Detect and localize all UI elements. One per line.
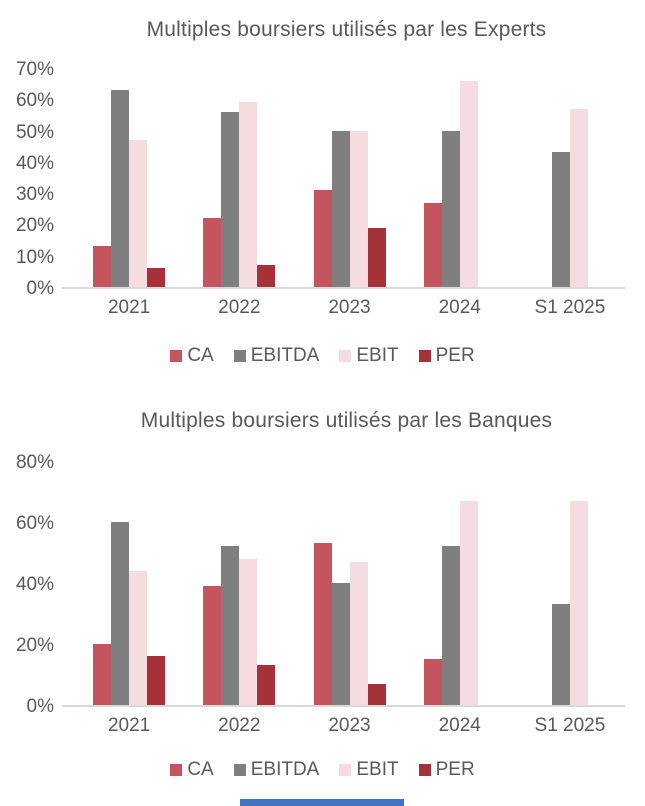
bar-group-2023 (294, 463, 404, 705)
x-tick-label-s1-2025: S1 2025 (534, 715, 606, 736)
bar-ebit-2021 (129, 140, 147, 287)
bar-ebitda-2022 (221, 546, 239, 705)
bar-ebit-2024 (460, 501, 478, 705)
bar-ca-2021 (93, 246, 111, 287)
bar-group-2022 (184, 463, 294, 705)
x-tick-label-2022: 2022 (218, 715, 261, 736)
bar-ca-2022 (203, 586, 221, 705)
legend-label: PER (435, 759, 475, 780)
legend-item-per (419, 759, 475, 781)
legend-swatch-icon (170, 350, 182, 362)
legend-item-per (419, 345, 475, 367)
legend-swatch-icon (234, 764, 246, 776)
bar-ebit-2023 (350, 131, 368, 287)
legend-swatch-icon (170, 764, 182, 776)
y-tick-label-10: 10% (15, 246, 54, 268)
bar-ebit-2022 (239, 102, 257, 287)
bar-per-2021 (147, 656, 165, 705)
legend-swatch-icon (339, 350, 351, 362)
bottom-blue-bar (240, 799, 404, 806)
x-tick-label-2024: 2024 (438, 715, 481, 736)
experts-x-axis (62, 297, 625, 319)
legend-label: CA (187, 759, 214, 780)
banques-legend (0, 759, 645, 781)
banques-chart-title: Multiples boursiers utilisés par les Banques (140, 409, 553, 432)
y-tick-label-80: 80% (15, 452, 54, 473)
banques-chart-body (0, 452, 645, 717)
bar-ebitda-2023 (332, 131, 350, 287)
bar-ebit-2023 (350, 562, 368, 705)
legend-swatch-icon (419, 350, 431, 362)
bar-group-2022 (184, 70, 294, 287)
bar-group-2024 (405, 70, 515, 287)
x-tick-label-2021: 2021 (107, 297, 151, 318)
legend-swatch-icon (339, 764, 351, 776)
bar-ca-2023 (314, 543, 332, 705)
y-tick-label-30: 30% (15, 184, 54, 206)
bar-ebit-s1-2025 (570, 501, 588, 705)
experts-legend (0, 345, 645, 367)
legend-item-ca (170, 345, 213, 367)
y-tick-label-60: 60% (15, 513, 54, 534)
bar-ebitda-2021 (111, 90, 129, 287)
y-tick-label-20: 20% (15, 215, 54, 237)
x-tick-label-2024: 2024 (438, 297, 481, 318)
bar-ca-2021 (93, 644, 111, 705)
bar-ebitda-s1-2025 (552, 152, 570, 287)
y-tick-label-50: 50% (15, 121, 54, 143)
legend-item-ebit (339, 345, 398, 367)
legend-label: EBITDA (250, 345, 320, 366)
bar-ebit-s1-2025 (570, 109, 588, 287)
experts-chart (0, 0, 645, 367)
bar-per-2022 (257, 265, 275, 287)
legend-swatch-icon (419, 764, 431, 776)
bar-group-s1-2025 (515, 463, 625, 705)
legend-label: EBIT (356, 759, 399, 780)
bar-ebitda-2021 (111, 522, 129, 705)
bar-ca-2023 (314, 190, 332, 287)
bar-per-2022 (257, 665, 275, 705)
bar-per-2021 (147, 268, 165, 287)
bar-ebitda-2022 (221, 112, 239, 287)
x-tick-label-2021: 2021 (107, 715, 151, 736)
experts-chart-body (0, 59, 645, 299)
x-tick-label-2022: 2022 (218, 297, 261, 318)
bar-group-2021 (74, 70, 184, 287)
bar-ebitda-2024 (442, 546, 460, 705)
y-tick-label-20: 20% (15, 635, 54, 656)
banques-chart (0, 367, 645, 781)
bar-group-2023 (294, 70, 404, 287)
bar-per-2023 (368, 228, 386, 287)
y-tick-label-40: 40% (15, 574, 54, 595)
experts-y-axis (0, 59, 62, 299)
bar-ca-2024 (424, 203, 442, 287)
legend-item-ebit (339, 759, 398, 781)
y-tick-label-70: 70% (15, 59, 54, 80)
banques-y-axis (0, 452, 62, 717)
banques-x-axis (62, 715, 625, 737)
y-tick-label-0: 0% (26, 696, 54, 717)
legend-swatch-icon (234, 350, 246, 362)
bar-ebitda-2023 (332, 583, 350, 705)
legend-item-ca (170, 759, 213, 781)
legend-label: EBITDA (250, 759, 320, 780)
x-tick-label-2023: 2023 (328, 297, 371, 318)
experts-chart-title: Multiples boursiers utilisés par les Experts (146, 18, 547, 41)
bar-per-2023 (368, 684, 386, 705)
bar-ebit-2021 (129, 571, 147, 705)
bar-ca-2022 (203, 218, 221, 287)
legend-item-ebitda (234, 759, 320, 781)
y-tick-label-40: 40% (15, 152, 54, 174)
legend-label: PER (435, 345, 475, 366)
bar-ebit-2022 (239, 559, 257, 705)
bar-group-2024 (405, 463, 515, 705)
x-tick-label-s1-2025: S1 2025 (534, 297, 606, 318)
y-tick-label-0: 0% (26, 278, 54, 299)
bar-ebit-2024 (460, 81, 478, 287)
legend-label: CA (187, 345, 214, 366)
legend-label: EBIT (356, 345, 399, 366)
bar-ebitda-2024 (442, 131, 460, 287)
bar-ca-2024 (424, 659, 442, 705)
experts-plot-area (62, 70, 625, 289)
legend-item-ebitda (234, 345, 320, 367)
x-tick-label-2023: 2023 (328, 715, 371, 736)
bar-group-s1-2025 (515, 70, 625, 287)
banques-plot-area (62, 463, 625, 707)
y-tick-label-60: 60% (15, 90, 54, 112)
bar-group-2021 (74, 463, 184, 705)
bar-ebitda-s1-2025 (552, 604, 570, 705)
